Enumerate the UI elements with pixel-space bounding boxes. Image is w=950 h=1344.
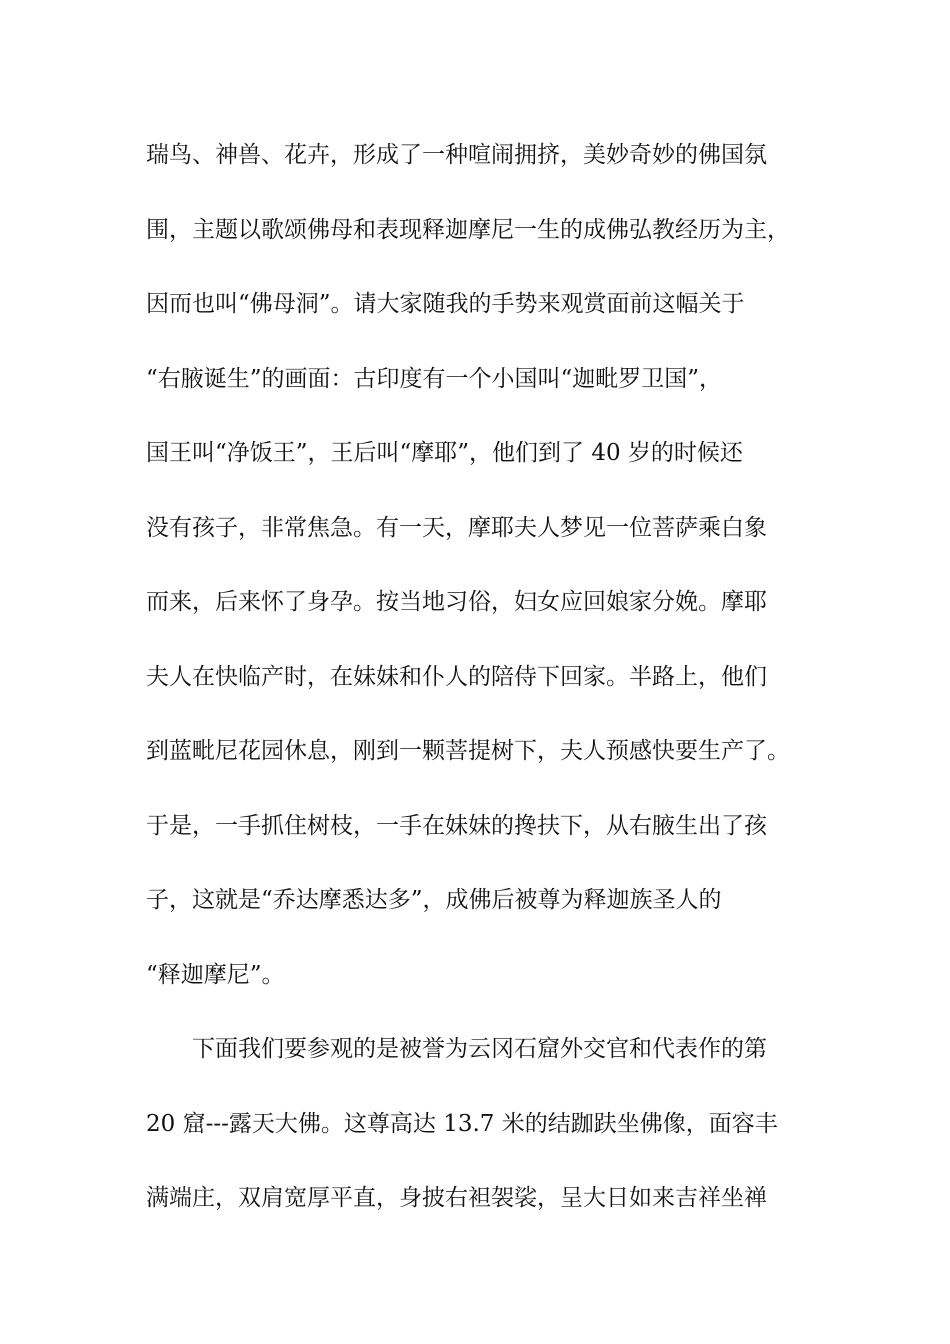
text-line: 夫人在快临产时，在妹妹和仆人的陪侍下回家。半路上，他们 [146,663,767,690]
text-line: 20 窟---露天大佛。这尊高达 13.7 米的结跏趺坐佛像，面容丰 [146,1110,778,1137]
text-line: 因而也叫“佛母洞”。请大家随我的手势来观赏面前这幅关于 [146,291,745,317]
text-line: 国王叫“净饭王”，王后叫“摩耶”，他们到了 40 岁的时候还 [146,440,743,466]
paragraph-first-line: 下面我们要参观的是被誉为云冈石窟外交官和代表作的第 [192,1036,767,1062]
text-line: “右腋诞生”的画面：古印度有一个小国叫“迦毗罗卫国”， [146,365,723,392]
text-line: 瑞鸟、神兽、花卉，形成了一种喧闹拥挤，美妙奇妙的佛国氛 [146,142,767,168]
text-line: 围，主题以歌颂佛母和表现释迦摩尼一生的成佛弘教经历为主， [146,216,790,243]
text-line: 满端庄，双肩宽厚平直，身披右袒袈裟，呈大日如来吉祥坐禅 [146,1185,767,1211]
text-line: 子，这就是“乔达摩悉达多”，成佛后被尊为释迦族圣人的 [146,887,722,913]
text-line: 到蓝毗尼花园休息，刚到一颗菩提树下，夫人预感快要生产了。 [146,738,790,764]
text-line: 而来，后来怀了身孕。按当地习俗，妇女应回娘家分娩。摩耶 [146,589,767,615]
body-text [146,136,826,1254]
text-line: 没有孩子，非常焦急。有一天，摩耶夫人梦见一位菩萨乘白象 [146,514,767,541]
text-line: 于是，一手抓住树枝，一手在妹妹的搀扶下，从右腋生出了孩 [146,812,767,839]
text-line: “释迦摩尼”。 [146,961,285,988]
